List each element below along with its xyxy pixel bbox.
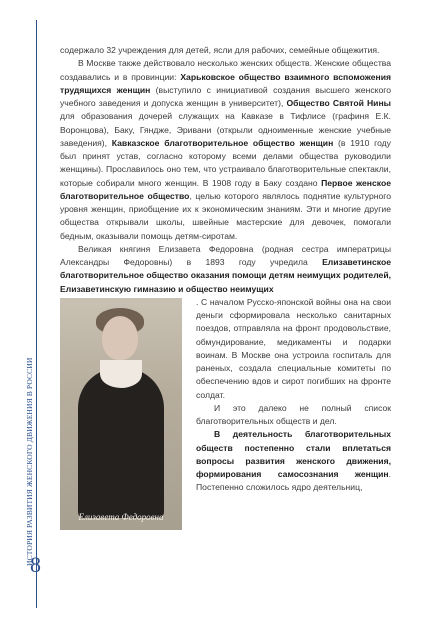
photo-face: [102, 316, 138, 360]
paragraph: . С началом Русско-японской войны она на свои деньги сформировала несколько санитарных поездов, отправляла на фронт продовольствие, обмундирование, медикаменты и подарки воинам. В Москве она устроила госпиталь для раненых, создала специальные комитеты по обеспечению вдов и сирот погибших на фронте солдат.: [196, 296, 391, 400]
paragraph: В Москве также действовало несколько женских обществ. Женские общества создавались и в провинции: Харьковское общество взаимного вспоможения трудящихся женщин (выступило с инициативой создания высшего женского учебного заведения и допуска женщин в университет), Общество Святой Нины для образования дочерей служащих на Кавказе в Тифлисе (графиня Е.К. Воронцова), Баку, Гяндже, Эривани (открыли одноименные женские учебные заведения), Кавказское благотворительное общество женщин (в 1910 году был принят устав, согласно которому всеми делами общества руководили женщины). Прославилось оно тем, что устраивало благотворительные спектакли, которые собирали много женщин. В 1908 году в Баку создано Первое женское благотворительное общество, целью которого являлось поднятие культурного уровня женщин, приобщение их к экономическим знаниям. Эти и многие другие общества открывали школы, швейные мастерские для девочек, помогали бедным, оказывали помощь детям-сиротам.: [60, 58, 391, 241]
running-head: ИСТОРИЯ РАЗВИТИЯ ЖЕНСКОГО ДВИЖЕНИЯ В РОССИИ: [25, 357, 34, 566]
paragraph: содержало 32 учреждения для детей, ясли для рабочих, семейные общежития.: [60, 45, 380, 55]
margin-rule: [36, 20, 37, 608]
photo-caption: Елизавета Федоровна: [78, 511, 164, 522]
body-text: [60, 44, 391, 530]
paragraph: В деятельность благотворительных обществ постепенно стали вплетаться вопросы развития женского движения, формирования самосознания женщин. Постепенно сложилось ядро деятельниц,: [196, 429, 391, 493]
paragraph: Великая княгиня Елизавета Федоровна (родная сестра императрицы Александры Федоровны) в 1893 году учредила Елизаветинское благотворительное общество оказания помощи детям неимущих родителей, Елизаветинскую гимназию и общество неимущих: [60, 243, 391, 294]
photo-dress: [78, 368, 164, 518]
photo-collar: [100, 360, 142, 388]
page-number: 8: [30, 552, 41, 577]
paragraph: И это далеко не полный список благотворительных обществ и дел.: [196, 402, 391, 426]
portrait-photo: [60, 298, 182, 530]
